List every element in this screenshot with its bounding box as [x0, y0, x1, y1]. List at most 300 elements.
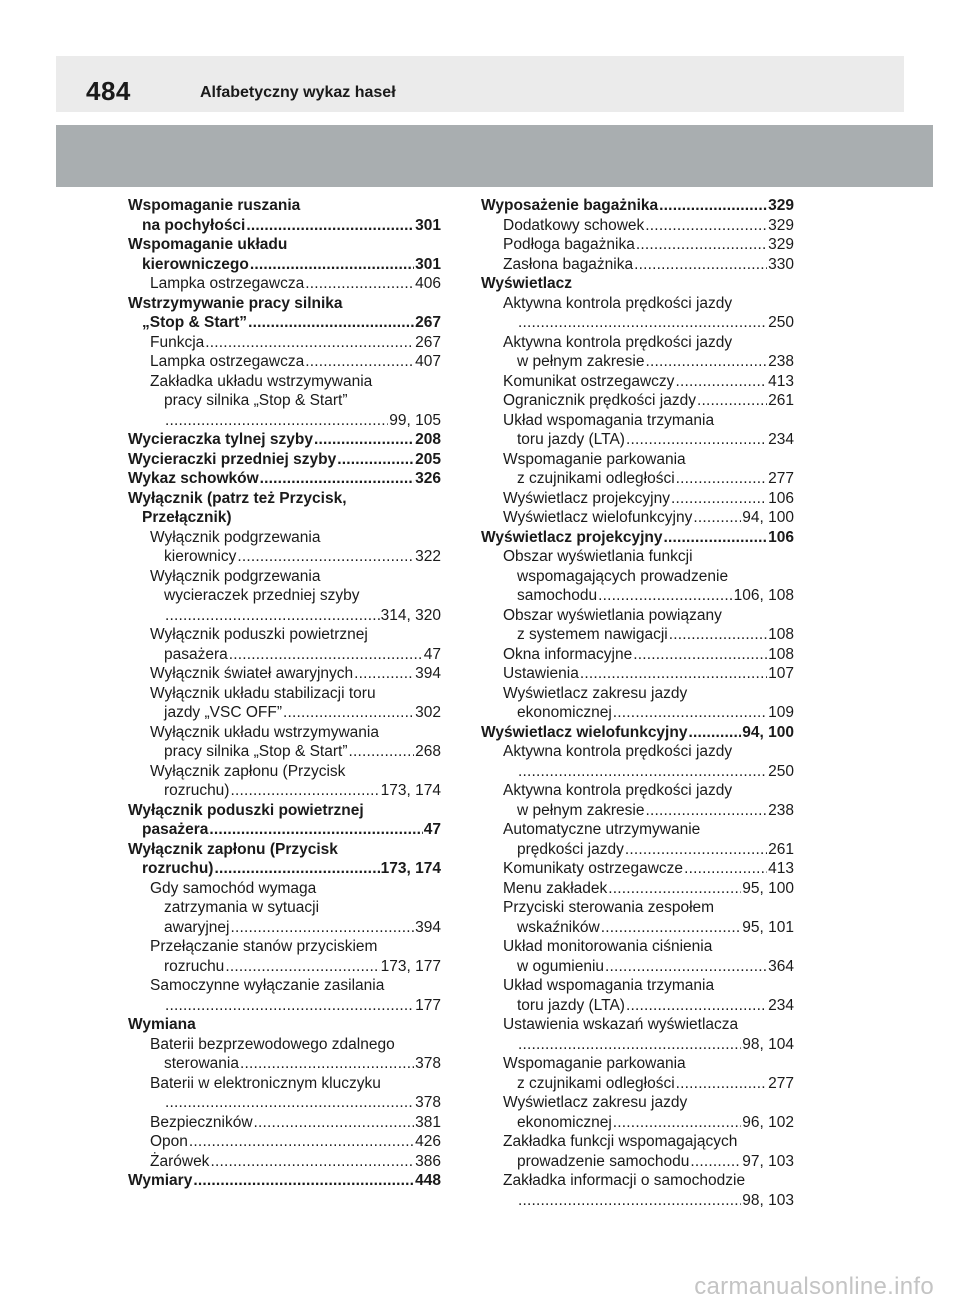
- dot-leader: [598, 586, 733, 606]
- entry-term: Dodatkowy schowek: [503, 216, 645, 234]
- entry-term: wycieraczek przedniej szyby: [164, 587, 360, 604]
- index-entry: [481, 567, 794, 587]
- dot-leader: [254, 1113, 415, 1133]
- entry-page-ref: 234: [768, 996, 794, 1014]
- entry-page-ref: 109: [768, 704, 794, 721]
- index-entry: [481, 723, 794, 743]
- index-entry: [481, 352, 794, 372]
- index-entry: [481, 1054, 794, 1074]
- entry-page-ref: 314, 320: [380, 606, 441, 624]
- entry-page-ref: 98, 103: [742, 1191, 794, 1209]
- entry-page-ref: 329: [768, 197, 794, 214]
- dot-leader: [684, 859, 767, 879]
- index-entry: [481, 528, 794, 548]
- entry-page-ref: 238: [768, 353, 794, 370]
- entry-term: toru jazdy (LTA): [517, 996, 625, 1014]
- entry-term: Wspomaganie ruszania: [128, 197, 301, 214]
- index-entry: [128, 664, 441, 684]
- index-entry: [481, 918, 794, 938]
- entry-term: Gdy samochód wymaga: [150, 879, 317, 897]
- entry-term: Zakładka układu wstrzymywania: [150, 372, 373, 390]
- entry-page-ref: 94, 100: [742, 723, 794, 741]
- index-entry: [128, 625, 441, 645]
- entry-page-ref: 322: [415, 548, 441, 565]
- dot-leader: [676, 1074, 767, 1094]
- index-entry: [481, 742, 794, 762]
- entry-term: Wspomaganie parkowania: [503, 1055, 686, 1072]
- dot-leader: [165, 1093, 414, 1113]
- index-entry: [128, 957, 441, 977]
- entry-page-ref: 47: [423, 821, 441, 838]
- dot-leader: [625, 840, 767, 860]
- entry-term: Wspomaganie parkowania: [503, 450, 686, 468]
- entry-term: wspomagających prowadzenie: [517, 567, 729, 585]
- entry-term: Baterii bezprzewodowego zdalnego: [150, 1035, 395, 1053]
- dot-leader: [246, 216, 414, 236]
- index-entry: [128, 879, 441, 899]
- entry-term: Wykaz schowków: [128, 470, 259, 487]
- index-entry: [128, 372, 441, 392]
- index-entry: [128, 937, 441, 957]
- dot-leader: [193, 1171, 414, 1191]
- dot-leader: [165, 411, 388, 431]
- entry-term: Przełączanie stanów przyciskiem: [150, 938, 378, 955]
- index-entry: [481, 1015, 794, 1035]
- dot-leader: [633, 645, 767, 665]
- dot-leader: [669, 625, 767, 645]
- entry-term: z czujnikami odległości: [517, 470, 675, 487]
- entry-page-ref: 364: [768, 957, 794, 975]
- index-entry: [481, 781, 794, 801]
- dot-leader: [601, 918, 742, 938]
- entry-term: Zakładka funkcji wspomagających: [503, 1133, 738, 1150]
- index-entry: [481, 859, 794, 879]
- entry-page-ref: 268: [415, 743, 441, 760]
- index-entry: [481, 411, 794, 431]
- index-entry: [128, 469, 441, 489]
- entry-term: Funkcja: [150, 333, 205, 351]
- entry-term: Aktywna kontrola prędkości jazdy: [503, 743, 733, 760]
- dot-leader: [646, 352, 768, 372]
- index-entry: [128, 742, 441, 762]
- entry-term: prędkości jazdy: [517, 840, 624, 858]
- index-entry: [481, 1074, 794, 1094]
- entry-page-ref: 267: [415, 333, 441, 351]
- entry-term: z czujnikami odległości: [517, 1074, 675, 1092]
- entry-page-ref: 302: [415, 704, 441, 721]
- index-entry: [128, 976, 441, 996]
- entry-term: Komunikat ostrzegawczy: [503, 372, 675, 390]
- entry-term: zatrzymania w sytuacji: [164, 899, 320, 916]
- index-column-right: [481, 196, 794, 1210]
- entry-term: Opon: [150, 1133, 188, 1150]
- index-entry: [128, 333, 441, 353]
- entry-term: Wycieraczka tylnej szyby: [128, 431, 313, 448]
- entry-term: kierownicy: [164, 548, 237, 565]
- entry-term: Aktywna kontrola prędkości jazdy: [503, 782, 733, 799]
- index-entry: [481, 1093, 794, 1113]
- index-entry: [481, 976, 794, 996]
- entry-term: Lampka ostrzegawcza: [150, 275, 305, 292]
- index-entry: [128, 294, 441, 314]
- index-entry: [481, 372, 794, 392]
- entry-term: Wymiana: [128, 1016, 196, 1033]
- index-entry: [128, 1171, 441, 1191]
- entry-page-ref: 98, 104: [742, 1035, 794, 1053]
- decorative-band: [56, 125, 933, 187]
- index-entry: [481, 547, 794, 567]
- dot-leader: [626, 996, 767, 1016]
- entry-page-ref: 261: [768, 840, 794, 858]
- index-entry: [481, 606, 794, 626]
- entry-term: kierowniczego: [142, 255, 249, 273]
- entry-term: rozruchu): [164, 782, 230, 799]
- index-entry: [481, 879, 794, 899]
- entry-term: Wyłącznik podgrzewania: [150, 528, 321, 546]
- entry-page-ref: 426: [415, 1133, 441, 1150]
- entry-term: pracy silnika „Stop & Start”: [164, 743, 348, 760]
- dot-leader: [697, 391, 767, 411]
- index-entry: [481, 703, 794, 723]
- dot-leader: [337, 450, 414, 470]
- dot-leader: [230, 918, 414, 938]
- dot-leader: [675, 372, 767, 392]
- dot-leader: [693, 508, 741, 528]
- dot-leader: [354, 664, 414, 684]
- entry-term: Wyłącznik układu wstrzymywania: [150, 723, 379, 741]
- entry-page-ref: 97, 103: [742, 1152, 794, 1170]
- entry-term: Wycieraczki przedniej szyby: [128, 450, 337, 468]
- entry-term: Wyświetlacz zakresu jazdy: [503, 1094, 688, 1111]
- entry-term: Wyświetlacz projekcyjny: [481, 528, 663, 546]
- dot-leader: [283, 703, 414, 723]
- entry-page-ref: 95, 100: [742, 879, 794, 897]
- index-entry: [481, 586, 794, 606]
- index-entry: [128, 1015, 441, 1035]
- entry-page-ref: 326: [415, 470, 441, 487]
- entry-page-ref: 107: [768, 665, 794, 682]
- entry-term: Baterii w elektronicznym kluczyku: [150, 1074, 381, 1092]
- index-entry: [128, 528, 441, 548]
- index-entry: [128, 1054, 441, 1074]
- dot-leader: [165, 996, 414, 1016]
- entry-term: Wyświetlacz: [481, 275, 573, 292]
- entry-term: „Stop & Start”: [142, 314, 248, 331]
- index-entry: [128, 918, 441, 938]
- dot-leader: [518, 313, 767, 333]
- entry-term: sterowania: [164, 1055, 239, 1072]
- entry-term: Przełącznik): [142, 509, 232, 526]
- entry-page-ref: 234: [768, 431, 794, 448]
- entry-term: w pełnym zakresie: [517, 801, 645, 819]
- dot-leader: [237, 547, 414, 567]
- index-entry: [481, 937, 794, 957]
- entry-term: prowadzenie samochodu: [517, 1152, 690, 1170]
- index-entry: [128, 255, 441, 275]
- index-entry: [481, 1035, 794, 1055]
- entry-term: Lampka ostrzegawcza: [150, 353, 305, 370]
- entry-page-ref: 267: [415, 314, 441, 331]
- entry-term: Obszar wyświetlania powiązany: [503, 606, 722, 624]
- dot-leader: [165, 606, 380, 626]
- header-bar: [56, 56, 904, 112]
- dot-leader: [646, 801, 768, 821]
- entry-term: Zakładka informacji o samochodzie: [503, 1172, 746, 1189]
- index-entry: [128, 352, 441, 372]
- dot-leader: [214, 859, 379, 879]
- entry-term: Wyłącznik zapłonu (Przycisk: [128, 840, 338, 858]
- dot-leader: [671, 489, 767, 509]
- index-entry: [481, 274, 794, 294]
- entry-page-ref: 277: [768, 470, 794, 487]
- index-entry: [128, 391, 441, 411]
- entry-term: w ogumieniu: [517, 957, 605, 975]
- index-entry: [128, 567, 441, 587]
- index-entry: [128, 1113, 441, 1133]
- entry-page-ref: 406: [415, 275, 441, 292]
- index-entry: [128, 723, 441, 743]
- entry-page-ref: 208: [415, 431, 441, 448]
- dot-leader: [659, 196, 767, 216]
- entry-page-ref: 329: [768, 216, 794, 234]
- index-entry: [128, 684, 441, 704]
- index-entry: [481, 898, 794, 918]
- entry-term: Ogranicznik prędkości jazdy: [503, 392, 696, 409]
- entry-page-ref: 108: [768, 645, 794, 663]
- index-entry: [128, 781, 441, 801]
- entry-page-ref: 378: [415, 1055, 441, 1072]
- dot-leader: [225, 957, 379, 977]
- watermark: carmanualsonline.info: [694, 1273, 934, 1300]
- entry-page-ref: 205: [415, 450, 441, 468]
- entry-page-ref: 448: [415, 1172, 441, 1189]
- entry-term: Wstrzymywanie pracy silnika: [128, 294, 343, 312]
- index-entry: [481, 450, 794, 470]
- index-entry: [481, 762, 794, 782]
- entry-page-ref: 94, 100: [742, 509, 794, 526]
- entry-term: Układ wspomagania trzymania: [503, 411, 715, 429]
- page-number: 484: [86, 76, 131, 106]
- entry-page-ref: 250: [768, 314, 794, 331]
- entry-page-ref: 106, 108: [733, 587, 794, 604]
- entry-term: Aktywna kontrola prędkości jazdy: [503, 333, 733, 351]
- entry-term: Zasłona bagażnika: [503, 255, 634, 273]
- index-entry: [128, 606, 441, 626]
- index-entry: [481, 820, 794, 840]
- entry-page-ref: 413: [768, 860, 794, 877]
- entry-term: ekonomicznej: [517, 704, 612, 721]
- entry-term: Wyłącznik poduszki powietrznej: [150, 626, 368, 643]
- index-entry: [481, 1171, 794, 1191]
- index-entry: [481, 235, 794, 255]
- entry-term: pracy silnika „Stop & Start”: [164, 392, 348, 409]
- entry-term: Wyposażenie bagażnika: [481, 197, 659, 214]
- dot-leader: [613, 703, 767, 723]
- dot-leader: [664, 528, 768, 548]
- dot-leader: [636, 235, 767, 255]
- entry-term: Żarówek: [150, 1152, 210, 1170]
- entry-term: Wyłącznik układu stabilizacji toru: [150, 684, 376, 702]
- entry-page-ref: 277: [768, 1074, 794, 1092]
- entry-term: Ustawienia wskazań wyświetlacza: [503, 1016, 739, 1033]
- entry-page-ref: 386: [415, 1152, 441, 1170]
- dot-leader: [189, 1132, 414, 1152]
- entry-page-ref: 261: [768, 392, 794, 409]
- entry-term: Wyświetlacz zakresu jazdy: [503, 684, 688, 702]
- index-entry: [481, 625, 794, 645]
- entry-term: samochodu: [517, 587, 598, 604]
- dot-leader: [580, 664, 767, 684]
- entry-term: Wyświetlacz wielofunkcyjny: [481, 723, 688, 741]
- index-entry: [481, 1152, 794, 1172]
- entry-term: Wyłącznik świateł awaryjnych: [150, 665, 354, 682]
- entry-page-ref: 238: [768, 801, 794, 819]
- entry-term: Menu zakładek: [503, 879, 608, 897]
- index-entry: [128, 196, 441, 216]
- index-entry: [128, 235, 441, 255]
- dot-leader: [348, 742, 414, 762]
- entry-page-ref: 329: [768, 236, 794, 253]
- entry-term: Wyłącznik poduszki powietrznej: [128, 801, 364, 819]
- section-title: Alfabetyczny wykaz haseł: [200, 84, 396, 101]
- entry-term: Podłoga bagażnika: [503, 236, 635, 253]
- dot-leader: [209, 820, 422, 840]
- index-entry: [481, 196, 794, 216]
- entry-term: awaryjnej: [164, 918, 230, 936]
- index-entry: [128, 703, 441, 723]
- index-entry: [481, 1132, 794, 1152]
- entry-page-ref: 173, 174: [380, 782, 441, 799]
- index-entry: [481, 1191, 794, 1211]
- dot-leader: [314, 430, 414, 450]
- index-entry: [128, 762, 441, 782]
- dot-leader: [645, 216, 767, 236]
- index-entry: [128, 547, 441, 567]
- entry-term: Wyświetlacz wielofunkcyjny: [503, 509, 693, 526]
- index-entry: [481, 313, 794, 333]
- entry-page-ref: 95, 101: [742, 918, 794, 936]
- index-entry: [128, 898, 441, 918]
- dot-leader: [229, 645, 423, 665]
- entry-page-ref: 173, 174: [380, 860, 441, 877]
- index-entry: [481, 294, 794, 314]
- index-entry: [128, 1132, 441, 1152]
- entry-term: Ustawienia: [503, 665, 579, 682]
- entry-page-ref: 106: [768, 528, 794, 546]
- entry-page-ref: 301: [415, 255, 441, 273]
- dot-leader: [690, 1152, 741, 1172]
- index-entry: [128, 820, 441, 840]
- index-entry: [128, 450, 441, 470]
- entry-term: pasażera: [142, 821, 209, 838]
- entry-term: Komunikaty ostrzegawcze: [503, 860, 684, 877]
- entry-term: rozruchu: [164, 957, 225, 975]
- entry-page-ref: 96, 102: [742, 1113, 794, 1131]
- entry-page-ref: 99, 105: [389, 411, 441, 429]
- index-entry: [128, 216, 441, 236]
- dot-leader: [688, 723, 741, 743]
- entry-page-ref: 106: [768, 489, 794, 507]
- index-entry: [128, 1074, 441, 1094]
- entry-term: Automatyczne utrzymywanie: [503, 821, 701, 838]
- dot-leader: [240, 1054, 414, 1074]
- index-entry: [128, 430, 441, 450]
- entry-page-ref: 407: [415, 353, 441, 370]
- dot-leader: [248, 313, 414, 333]
- entry-term: Aktywna kontrola prędkości jazdy: [503, 294, 733, 312]
- index-entry: [128, 411, 441, 431]
- index-entry: [481, 684, 794, 704]
- index-entry: [481, 333, 794, 353]
- dot-leader: [230, 781, 379, 801]
- dot-leader: [626, 430, 767, 450]
- entry-term: Wymiary: [128, 1172, 193, 1189]
- index-entry: [128, 1093, 441, 1113]
- index-entry: [481, 664, 794, 684]
- index-entry: [481, 645, 794, 665]
- index-entry: [481, 957, 794, 977]
- entry-term: Obszar wyświetlania funkcji: [503, 548, 693, 565]
- entry-page-ref: 250: [768, 762, 794, 780]
- entry-term: toru jazdy (LTA): [517, 431, 625, 448]
- entry-page-ref: 394: [415, 918, 441, 936]
- entry-term: Wyłącznik zapłonu (Przycisk: [150, 762, 346, 780]
- dot-leader: [613, 1113, 742, 1133]
- index-entry: [481, 255, 794, 275]
- entry-term: Bezpieczników: [150, 1113, 253, 1131]
- index-entry: [128, 508, 441, 528]
- index-entry: [481, 391, 794, 411]
- dot-leader: [605, 957, 767, 977]
- dot-leader: [210, 1152, 414, 1172]
- entry-term: Układ wspomagania trzymania: [503, 977, 715, 994]
- dot-leader: [305, 352, 414, 372]
- entry-page-ref: 381: [415, 1113, 441, 1131]
- entry-page-ref: 108: [768, 626, 794, 643]
- dot-leader: [205, 333, 414, 353]
- entry-term: rozruchu): [142, 860, 214, 877]
- entry-page-ref: 177: [415, 996, 441, 1014]
- entry-page-ref: 301: [415, 216, 441, 234]
- entry-term: z systemem nawigacji: [517, 626, 668, 643]
- index-entry: [481, 996, 794, 1016]
- index-entry: [481, 489, 794, 509]
- dot-leader: [260, 469, 414, 489]
- entry-page-ref: 394: [415, 665, 441, 682]
- index-entry: [128, 996, 441, 1016]
- entry-term: Przyciski sterowania zespołem: [503, 899, 715, 916]
- index-entry: [128, 1035, 441, 1055]
- entry-page-ref: 378: [415, 1094, 441, 1111]
- index-entry: [128, 859, 441, 879]
- entry-page-ref: 173, 177: [380, 957, 441, 975]
- entry-page-ref: 47: [423, 645, 441, 663]
- entry-term: jazdy „VSC OFF”: [164, 704, 282, 721]
- index-entry: [128, 313, 441, 333]
- entry-term: wskaźników: [517, 918, 600, 936]
- index-entry: [481, 216, 794, 236]
- index-entry: [128, 274, 441, 294]
- index-entry: [128, 1152, 441, 1172]
- entry-term: na pochyłości: [142, 216, 246, 234]
- index-entry: [481, 801, 794, 821]
- index-entry: [128, 645, 441, 665]
- index-entry: [128, 489, 441, 509]
- dot-leader: [676, 469, 767, 489]
- index-entry: [128, 586, 441, 606]
- dot-leader: [634, 255, 767, 275]
- index-entry: [481, 508, 794, 528]
